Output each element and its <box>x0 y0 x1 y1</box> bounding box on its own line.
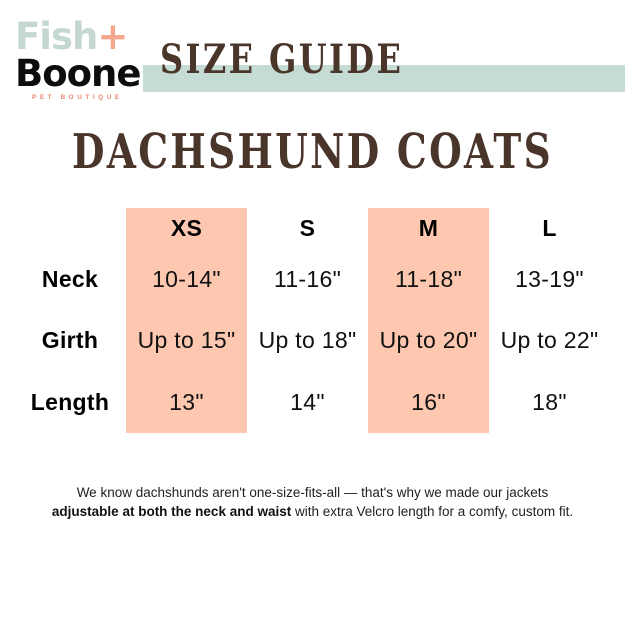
table-cell-girth-m: Up to 20" <box>368 310 489 371</box>
fit-note-bold: adjustable at both the neck and waist <box>51 504 292 519</box>
column-header-xs: XS <box>126 208 247 248</box>
row-label-neck: Neck <box>41 265 99 292</box>
page-title: SIZE GUIDE <box>160 36 404 83</box>
table-cell-girth-l: Up to 22" <box>500 327 599 353</box>
table-cell-length-m: 16" <box>368 371 489 433</box>
logo-line-1 <box>15 15 140 58</box>
fit-note <box>0 483 625 521</box>
logo-word-boone: Boone <box>15 52 141 95</box>
table-cell-girth-s: Up to 18" <box>258 327 357 353</box>
table-cell-neck-s: 11-16" <box>273 265 342 292</box>
fit-note-line1: We know dachshunds aren't one-size-fits-all — that's why we made our jackets <box>76 485 549 500</box>
logo-tagline: PET BOUTIQUE <box>32 94 123 101</box>
fit-note-rest: with extra Velcro length for a comfy, custom fit. <box>291 504 574 519</box>
column-header-s: S <box>299 214 316 241</box>
table-cell-neck-l: 13-19" <box>515 265 584 292</box>
table-cell-girth-xs: Up to 15" <box>126 310 247 371</box>
table-cell-neck-xs: 10-14" <box>126 248 247 310</box>
row-label-girth: Girth <box>41 327 99 353</box>
table-cell-length-l: 18" <box>532 388 567 415</box>
logo-word-fish: Fish <box>15 15 98 58</box>
logo-plus-sign: + <box>97 15 128 58</box>
table-corner-cell <box>14 208 126 248</box>
column-header-l: L <box>542 214 557 241</box>
table-cell-neck-m: 11-18" <box>368 248 489 310</box>
column-header-m: M <box>368 208 489 248</box>
logo-line-2 <box>15 52 141 95</box>
row-label-length: Length <box>30 388 110 415</box>
size-table <box>14 208 610 433</box>
section-title: DACHSHUND COATS <box>72 124 553 180</box>
brand-logo <box>15 15 141 101</box>
table-cell-length-s: 14" <box>290 388 325 415</box>
table-cell-length-xs: 13" <box>126 371 247 433</box>
